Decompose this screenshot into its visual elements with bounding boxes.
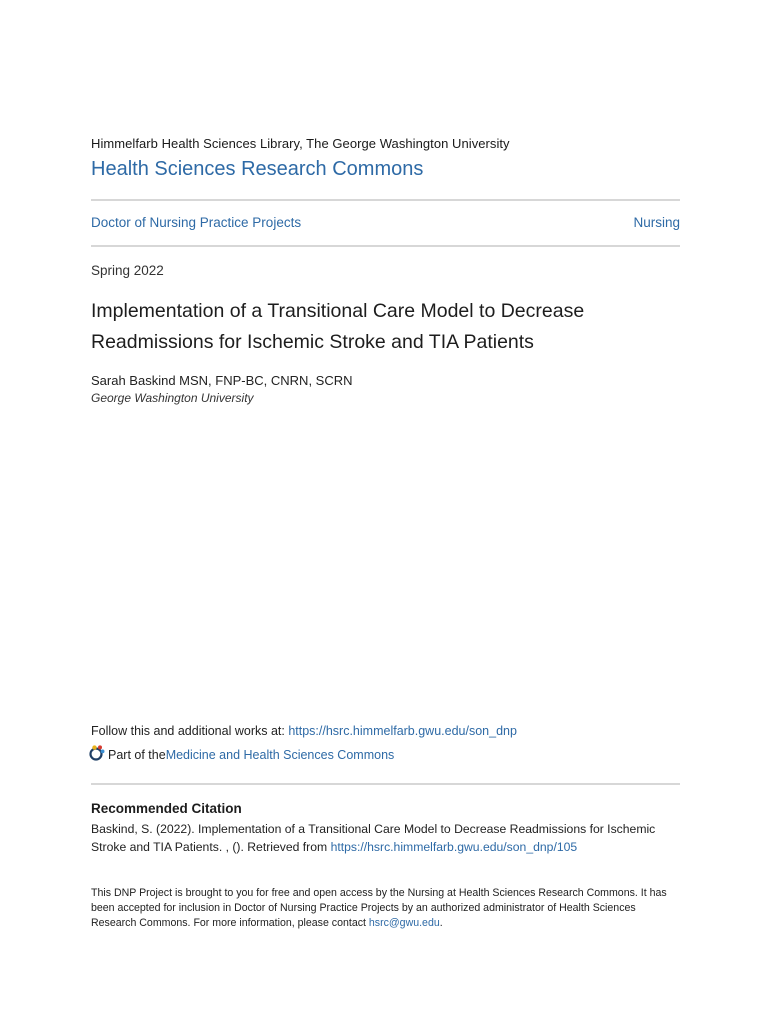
citation-text-block	[91, 820, 680, 856]
repository-link[interactable]: Health Sciences Research Commons	[91, 158, 424, 180]
cover-page	[91, 0, 680, 1024]
collection-row	[91, 215, 680, 230]
author-name: Sarah Baskind MSN, FNP-BC, CNRN, SCRN	[91, 373, 353, 388]
citation-url-link[interactable]: https://hsrc.himmelfarb.gwu.edu/son_dnp/105	[330, 840, 578, 854]
notice-suffix: .	[439, 917, 443, 929]
divider-middle	[91, 245, 680, 247]
author-affiliation: George Washington University	[91, 391, 254, 405]
institution-name: Himmelfarb Health Sciences Library, The George Washington University	[91, 136, 510, 151]
citation-text: Baskind, S. (2022). Implementation of a Transitional Care Model to Decrease Readmissions for Ischemic Stroke and TIA Patients. , (). Retrieved from	[91, 822, 656, 854]
follow-line	[91, 724, 517, 738]
commons-link[interactable]: Medicine and Health Sciences Commons	[165, 748, 395, 762]
notice-text: This DNP Project is brought to you for free and open access by the Nursing at Health Sciences Research Commons. It has been accepted for inclusion in Doctor of Nursing Practice Projects by an authorized administrator of Health Sciences Research Commons. For more information, please contact	[91, 887, 667, 929]
department-link[interactable]: Nursing	[633, 215, 680, 230]
part-of-prefix: Part of the	[108, 748, 166, 762]
contact-email-link[interactable]: hsrc@gwu.edu	[368, 917, 440, 929]
follow-prefix: Follow this and additional works at:	[91, 724, 289, 738]
paper-title: Implementation of a Transitional Care Model to Decrease Readmissions for Ischemic Stroke and TIA Patients	[91, 300, 585, 353]
network-commons-icon	[88, 744, 106, 762]
follow-url-link[interactable]: https://hsrc.himmelfarb.gwu.edu/son_dnp	[288, 724, 517, 738]
access-notice	[91, 886, 680, 931]
divider-bottom	[91, 783, 680, 785]
divider-top	[91, 199, 680, 201]
citation-heading: Recommended Citation	[91, 801, 242, 816]
part-of-line	[88, 746, 394, 764]
collection-link[interactable]: Doctor of Nursing Practice Projects	[91, 215, 302, 230]
publication-date: Spring 2022	[91, 263, 164, 278]
